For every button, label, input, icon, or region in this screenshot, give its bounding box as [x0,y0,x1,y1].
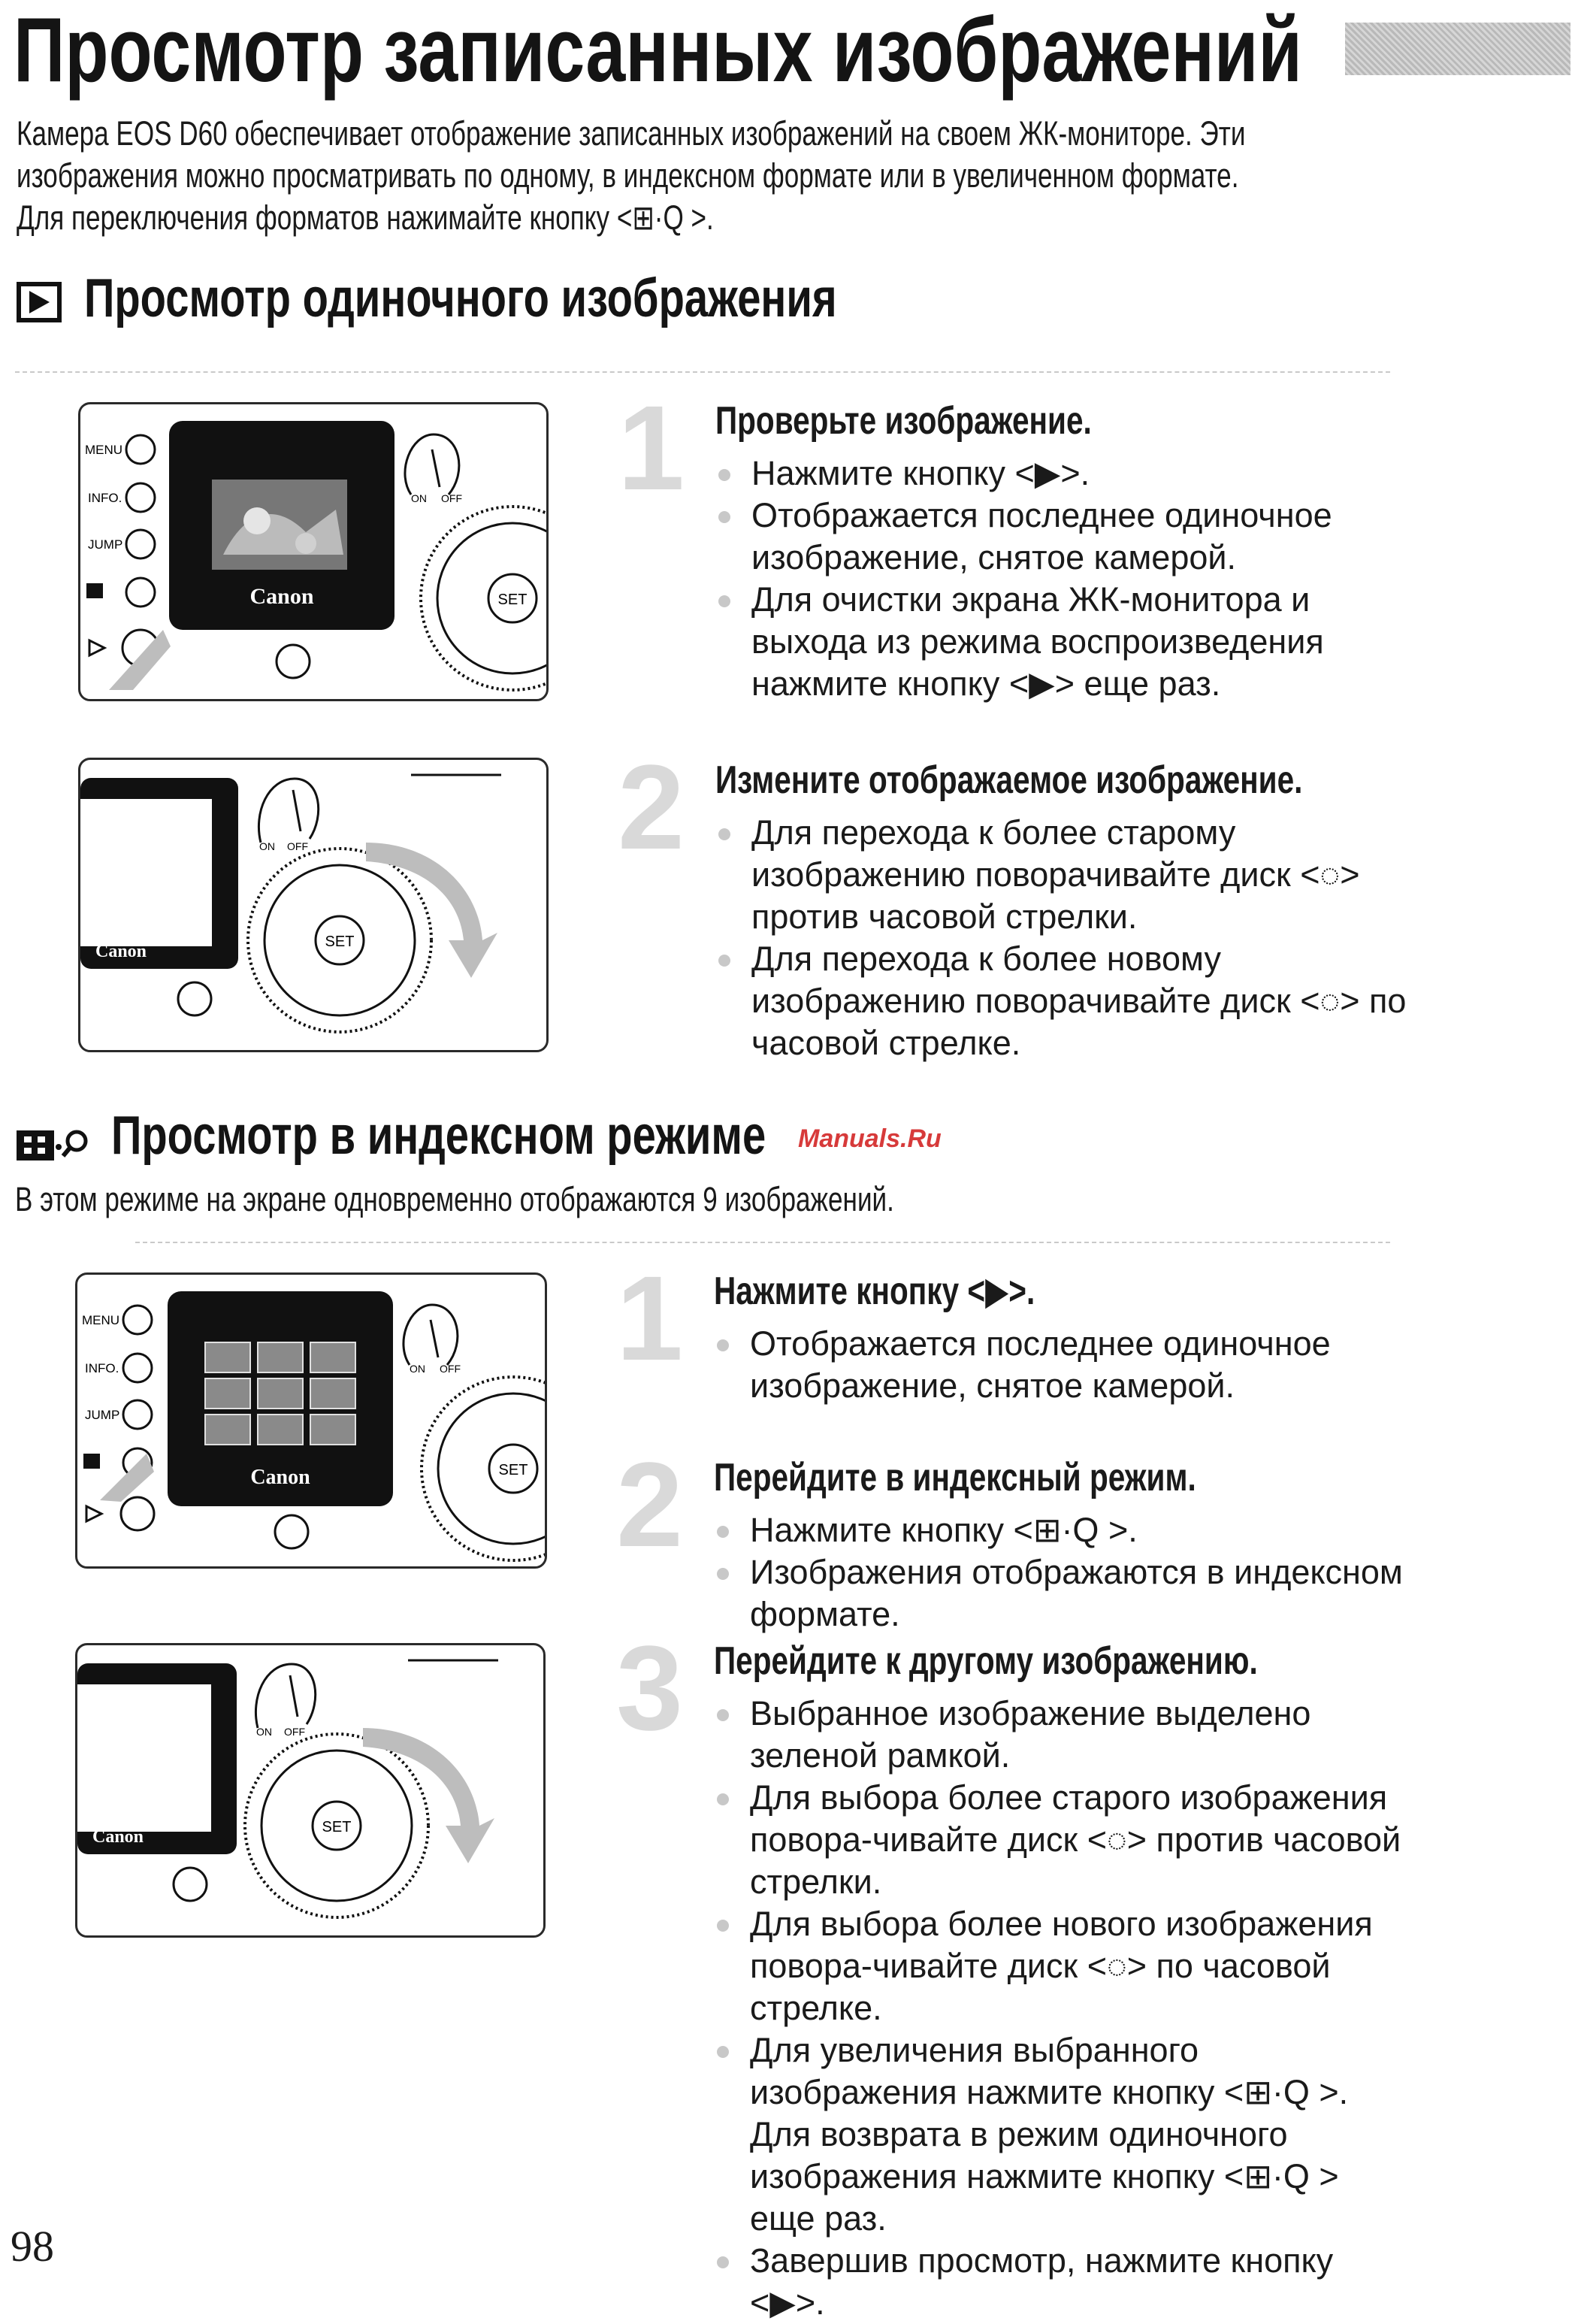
svg-text:SET: SET [497,592,528,608]
info-button [126,483,155,512]
list-item: Для очистки экрана ЖК-монитора и выхода из режима воспроизведения нажмите кнопку <▶> еще раз. [715,579,1407,705]
menu-label: MENU [85,443,123,457]
intro-line: изображения можно просматривать по одному, в индексном формате или в увеличенном формате. [17,156,1239,195]
svg-text:ON: ON [410,1363,425,1375]
step-title: Перейдите в индексный режим. [714,1456,1196,1499]
page-title: Просмотр записанных изображений [14,0,1302,101]
index-icon [83,1454,100,1469]
intro-text [17,113,1575,239]
section-title-single: Просмотр одиночного изображения [84,268,837,328]
list-item: Отображается последнее одиночное изображение, снятое камерой. [715,495,1407,579]
step-title: Измените отображаемое изображение. [715,758,1303,802]
step-number: 1 [616,1251,683,1385]
erase-button [178,982,211,1015]
svg-text:OFF: OFF [284,1726,305,1738]
svg-text:SET: SET [498,1462,528,1478]
intro-line: Камера EOS D60 обеспечивает отображение записанных изображений на своем ЖК-мониторе. Эти [17,114,1246,153]
camera-figure-index [75,1272,547,1569]
svg-text:SET: SET [325,934,355,950]
page-number: 98 [11,2222,54,2271]
step-title: Проверьте изображение. [715,399,1092,443]
menu-button [126,435,155,464]
brand-logo: Canon [249,584,314,609]
camera-figure-dial [78,758,549,1052]
svg-text:SET: SET [322,1819,352,1835]
info-label: INFO. [85,1361,119,1375]
list-item: Нажмите кнопку <⊞·Q >. [714,1509,1405,1551]
section-subtitle: В этом режиме на экране одновременно отображаются 9 изображений. [15,1180,894,1218]
step-number: 1 [618,380,685,515]
play-icon [17,280,62,325]
list-item: Для увеличения выбранного изображения нажмите кнопку <⊞·Q >. Для возврата в режим одиночного изображения нажмите кнопку <⊞·Q > еще раз. [714,2029,1405,2240]
svg-text:OFF: OFF [287,840,308,852]
step-number: 2 [618,740,685,874]
index-magnify-icon [15,1123,98,1165]
section-title-index: Просмотр в индексном режиме [111,1106,766,1166]
list-item: Для перехода к более новому изображению поворачивайте диск <◌> по часовой стрелке. [715,938,1407,1064]
list-item: Для выбора более нового изображения повора-чивайте диск <◌> по часовой стрелке. [714,1903,1405,2029]
list-item: Изображения отображаются в индексном формате. [714,1551,1405,1636]
brand-logo: Canon [95,942,147,961]
svg-text:ON: ON [411,492,427,504]
info-label: INFO. [88,491,122,505]
jump-label: JUMP [85,1408,120,1422]
step-number: 3 [616,1620,683,1755]
erase-button [277,645,310,678]
play-button [121,1497,154,1530]
index-icon [86,583,103,598]
step-title: Перейдите к другому изображению. [714,1639,1258,1683]
erase-button [275,1515,308,1548]
section-divider [15,371,1390,373]
brand-logo: Canon [250,1466,310,1489]
list-item: Для выбора более старого изображения повора-чивайте диск <◌> против часовой стрелки. [714,1777,1405,1903]
step-number: 2 [616,1437,683,1572]
svg-text:OFF: OFF [440,1363,461,1375]
svg-text:OFF: OFF [441,492,462,504]
list-item: Отображается последнее одиночное изображение, снятое камерой. [714,1323,1405,1407]
step-1-index [616,1251,1405,1407]
camera-figure-single [78,402,549,701]
erase-button [174,1868,207,1901]
camera-figure-dial-index [75,1643,546,1938]
watermark: Manuals.Ru [798,1124,942,1153]
index-thumbnails [205,1342,355,1445]
svg-text:ON: ON [256,1726,272,1738]
jump-button [126,530,155,558]
index-button [126,578,155,607]
brand-logo: Canon [92,1827,144,1847]
info-button [123,1354,152,1382]
jump-button [123,1400,152,1429]
jump-label: JUMP [88,537,123,552]
section-divider [135,1242,1390,1243]
list-item: Нажмите кнопку <▶>. [715,452,1407,495]
title-decoration-bar [1345,23,1570,75]
list-item: Завершив просмотр, нажмите кнопку <▶>. [714,2240,1405,2324]
intro-line: Для переключения форматов нажимайте кнопку <⊞·Q >. [17,198,714,237]
step-2-index [616,1437,1405,1636]
list-item: Для перехода к более старому изображению поворачивайте диск <◌> против часовой стрелки. [715,812,1407,938]
menu-label: MENU [82,1313,120,1327]
step-3-index [616,1620,1405,2324]
svg-text:ON: ON [259,840,275,852]
step-1-single [618,380,1407,705]
step-2-single [618,740,1407,1064]
play-icon-small [86,1506,101,1521]
menu-button [123,1306,152,1334]
step-title: Нажмите кнопку <▶>. [714,1269,1035,1313]
list-item: Выбранное изображение выделено зеленой рамкой. [714,1693,1405,1777]
